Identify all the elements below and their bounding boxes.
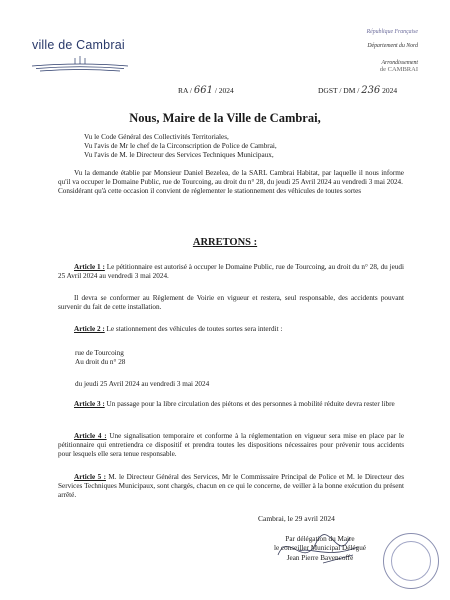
article-4-text: Une signalisation temporaire et conforme à la réglementation en vigueur sera mise en place par le pétitionnaire qui entretiendra ce dispositif et prendra toutes les dispositions nécessaires pour prévenir tous accidents pour lesquels elle sera tenue responsable. [58, 432, 405, 459]
dgst-year: 2024 [382, 86, 398, 95]
page-title: Nous, Maire de la Ville de Cambrai, [129, 111, 321, 125]
signature-date: Cambrai, le 29 avril 2024 [258, 514, 335, 523]
article-1-continued: Il devra se conformer au Règlement de Voirie en vigueur et restera, seul responsable, des accidents pouvant survenir du fait de cette installation. [58, 294, 404, 312]
article-2-dates: du jeudi 25 Avril 2024 au vendredi 3 mai 2024 [75, 380, 210, 388]
ra-reference [178, 85, 234, 96]
demande-paragraph [58, 169, 404, 196]
department-label: Département du Nord [367, 43, 418, 49]
arrondissement-label [380, 60, 418, 74]
article-1 [58, 263, 404, 281]
article-2-label: Article 2 : [74, 325, 105, 333]
signature-block [240, 535, 400, 563]
article-1-label: Article 1 : [74, 263, 105, 271]
article-2 [58, 325, 404, 334]
article-2-location [75, 349, 125, 367]
official-stamp-inner-ring [391, 541, 431, 581]
article-2-street: rue de Tourcoing [75, 349, 124, 357]
article-3 [58, 400, 404, 409]
dgst-prefix: DGST / DM / [318, 86, 360, 95]
article-2-text: Le stationnement des véhicules de toutes sortes sera interdit : [104, 325, 283, 333]
article-4-label: Article 4 : [74, 432, 107, 440]
article-3-label: Article 3 : [74, 400, 105, 408]
article-4 [58, 432, 404, 459]
signature-role: le conseiller Municipal Délégué [273, 544, 366, 553]
ra-prefix: RA / [178, 86, 192, 95]
vu-line: Vu l'avis de Mr le chef de la Circonscription de Police de Cambrai, [84, 142, 277, 151]
republic-label: République Française [366, 29, 418, 35]
vu-block [84, 133, 277, 160]
vu-line: Vu le Code Général des Collectivités Territoriales, [84, 133, 229, 141]
vu-line: Vu l'avis de M. le Directeur des Services Techniques Municipaux, [84, 151, 274, 160]
city-logo-waves [30, 56, 130, 74]
ra-year: / 2024 [214, 86, 234, 95]
dgst-reference [318, 85, 397, 96]
article-5 [58, 473, 404, 500]
dgst-number: 236 [361, 85, 381, 96]
ra-number: 661 [193, 85, 213, 96]
article-3-text: Un passage pour la libre circulation des piétons et des personnes à mobilité réduite devra rester libre [104, 400, 395, 408]
article-1-text: Le pétitionnaire est autorisé à occuper le Domaine Public, rue de Tourcoing, au droit du n° 28, du jeudi 25 Avril 2024 au vendredi 3 mai 2024. [58, 263, 405, 281]
article-5-text: M. le Directeur Général des Services, Mr le Commissaire Principal de Police et M. le Directeur des Services Techniques Municipaux, sont chargés, chacun en ce qui le concerne, de veiller à la bonne exécution du présent arrêté. [58, 473, 404, 500]
city-logo-text: ville de Cambrai [32, 38, 125, 52]
article-2-place: Au droit du n° 28 [75, 358, 126, 367]
arrondissement-text: Arrondissement [381, 60, 418, 66]
article-5-label: Article 5 : [74, 473, 106, 481]
arretons-heading: ARRETONS : [192, 237, 258, 248]
arrondissement-city: de CAMBRAI [379, 66, 418, 74]
signature-name: Jean Pierre Bavencoffe [286, 553, 354, 562]
official-stamp [383, 533, 439, 589]
considerant-text: Considérant qu'à cette occasion il convient de réglementer le stationnement des véhicules de toutes sortes [58, 187, 362, 196]
signature-delegation: Par délégation du Maire [285, 535, 355, 543]
demande-text: Vu la demande établie par Monsieur Daniel Bezelea, de la SARL Cambrai Habitat, par laquelle il nous informe qu'il va occuper le Domaine Public, rue de Tourcoing, au droit du n° 28, du jeudi 25 Avril 2024 au vendredi 3 mai 2024. [58, 169, 404, 187]
